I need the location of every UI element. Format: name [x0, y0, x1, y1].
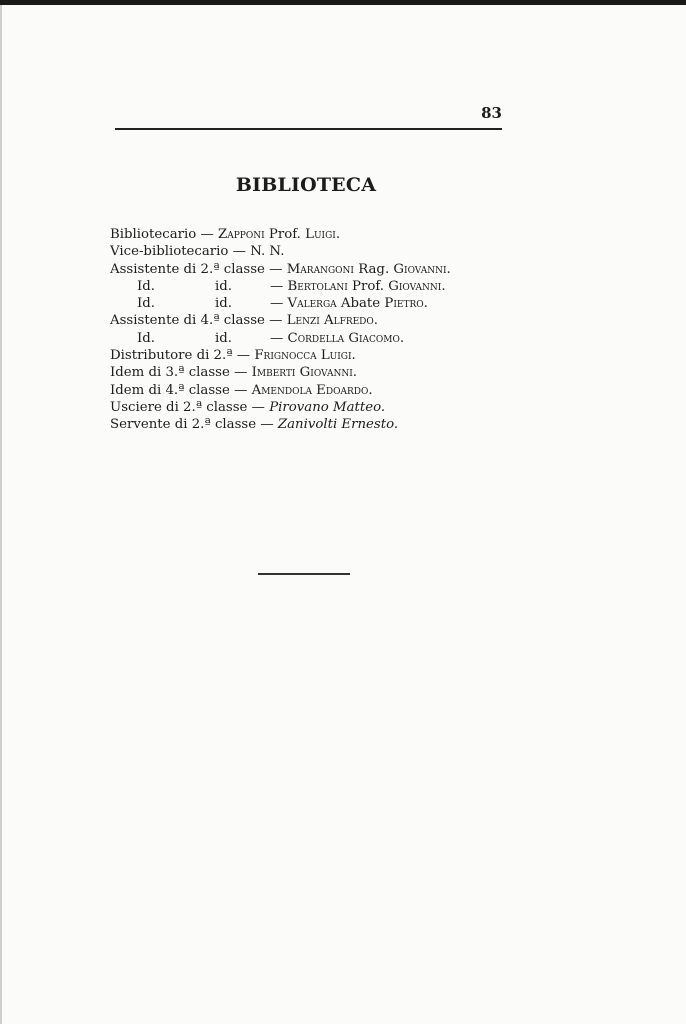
- title: Rag.: [358, 261, 390, 277]
- name: Cordella Giacomo.: [287, 330, 405, 346]
- roster-row-servente: [110, 416, 530, 433]
- title: Prof.: [352, 278, 384, 294]
- page-number: 83: [481, 104, 502, 122]
- role: Idem di 4.ª classe: [110, 382, 230, 398]
- name: Lenzi Alfredo.: [286, 313, 378, 329]
- role: Vice-bibliotecario: [110, 244, 229, 260]
- name: Pirovano Matteo.: [269, 399, 386, 415]
- dash: —: [270, 296, 284, 312]
- role: Assistente di 2.ª classe: [110, 261, 265, 277]
- title: Abate: [340, 296, 381, 312]
- roster-row-id-3: [110, 330, 530, 347]
- roster-row-assistente-4: [110, 312, 530, 329]
- ditto-mid: id.: [215, 330, 232, 346]
- ditto-mid: id.: [215, 296, 232, 312]
- role: Idem di 3.ª classe: [110, 365, 230, 381]
- given-name: Luigi.: [305, 227, 341, 242]
- roster-row-idem-4: [110, 382, 530, 399]
- entry: [270, 330, 404, 347]
- ditto-mid: id.: [215, 278, 232, 294]
- role: Distributore di 2.ª: [110, 348, 233, 364]
- section-heading: BIBLIOTECA: [235, 174, 377, 196]
- staff-roster: [110, 226, 530, 434]
- role: Bibliotecario: [110, 227, 197, 242]
- name: Imberti Giovanni.: [251, 365, 357, 381]
- roster-row-bibliotecario: [110, 226, 530, 243]
- entry: [270, 295, 428, 312]
- role: Assistente di 4.ª classe: [110, 313, 265, 329]
- name: Amendola Edoardo.: [251, 382, 373, 398]
- dash: —: [251, 399, 265, 415]
- entry: [270, 278, 446, 295]
- role: Servente di 2.ª classe: [110, 417, 257, 433]
- name: N. N.: [250, 244, 285, 260]
- header-rule: [115, 128, 502, 130]
- dash: —: [236, 348, 251, 364]
- surname: Valerga: [287, 296, 337, 312]
- roster-row-id-2: [110, 295, 530, 312]
- title: Prof.: [268, 227, 301, 242]
- dash: —: [232, 244, 246, 260]
- surname: Zapponi: [218, 227, 265, 242]
- roster-row-vice: [110, 243, 530, 260]
- dash: —: [270, 278, 284, 294]
- dash: —: [200, 227, 214, 242]
- roster-row-usciere: [110, 399, 530, 416]
- dash: —: [270, 330, 284, 346]
- roster-row-id-1: [110, 278, 530, 295]
- roster-row-distributore: [110, 347, 530, 364]
- surname: Bertolani: [287, 278, 348, 294]
- dash: —: [269, 313, 283, 329]
- page-top-edge: [0, 0, 686, 5]
- given-name: Pietro.: [384, 296, 428, 312]
- dash: —: [269, 261, 283, 277]
- surname: Marangoni: [286, 261, 354, 277]
- roster-row-assistente-2: [110, 261, 530, 278]
- dash: —: [260, 417, 274, 433]
- ditto-left: Id.: [137, 296, 155, 312]
- roster-row-idem-3: [110, 364, 530, 381]
- given-name: Giovanni.: [393, 261, 451, 277]
- ditto-left: Id.: [137, 278, 155, 294]
- name: Zanivolti Ernesto.: [277, 417, 399, 433]
- ditto-left: Id.: [137, 330, 155, 346]
- given-name: Giovanni.: [388, 278, 446, 294]
- role: Usciere di 2.ª classe: [110, 399, 248, 415]
- section-end-rule: [258, 573, 350, 575]
- dash: —: [234, 365, 248, 381]
- name: Frignocca Luigi.: [254, 348, 356, 364]
- dash: —: [234, 382, 248, 398]
- page-binding-edge: [0, 5, 2, 1024]
